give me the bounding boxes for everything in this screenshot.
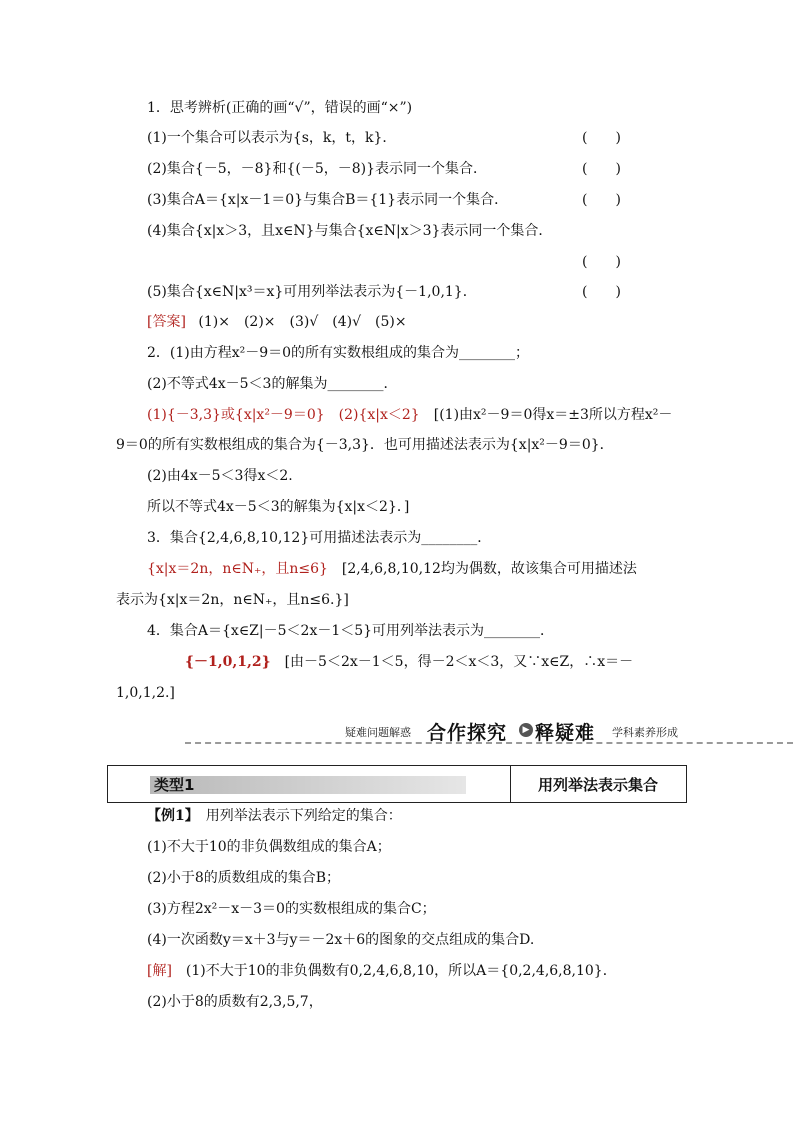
example-tag: 【例1】: [147, 808, 192, 824]
q2-answer-line-4: 所以不等式4x－5＜3的解集为{x|x＜2}．]: [147, 499, 410, 515]
solution-text: (1)不大于10的非负偶数有0,2,4,6,8,10，所以A＝{0,2,4,6,8,10}．: [171, 963, 617, 979]
type-box: [107, 765, 687, 803]
section-strip: [185, 718, 793, 744]
solution-line-2: (2)小于8的质数有2,3,5,7，: [147, 994, 323, 1010]
q1-answer-blank-5: ( ): [582, 284, 621, 300]
strip-title-right: 释疑难: [535, 722, 596, 744]
q1-item-4: (4)集合{x|x＞3，且x∈N}与集合{x∈N|x＞3}表示同一个集合．: [147, 223, 553, 239]
answer-tag: [答案]: [147, 314, 186, 330]
q4-answer-line-2: 1,0,1,2.]: [116, 685, 175, 701]
q2-line-1: 2．(1)由方程x²－9＝0的所有实数根组成的集合为________；: [147, 345, 530, 361]
solution-tag: [解]: [147, 963, 172, 979]
q3-answer-line-1: [147, 559, 637, 579]
strip-bullet-icon: ▶: [519, 723, 533, 737]
type-label-bar: [150, 776, 466, 794]
q2-answer-red: (1){－3,3}或{x|x²－9＝0} (2){x|x＜2}: [147, 407, 420, 423]
type-title: 用列举法表示集合: [537, 776, 658, 794]
type-label: 类型1: [154, 776, 195, 794]
q2-answer-line-2: 9＝0的所有实数根组成的集合为{－3,3}．也可用描述法表示为{x|x²－9＝0}．: [116, 437, 614, 453]
example-item-4: (4)一次函数y＝x＋3与y＝－2x＋6的图象的交点组成的集合D.: [147, 932, 535, 948]
q1-answer-blank-2: ( ): [582, 161, 621, 177]
q1-item-3: (3)集合A＝{x|x－1＝0}与集合B＝{1}表示同一个集合．: [147, 192, 509, 208]
strip-dashed-rule: [185, 742, 793, 744]
strip-right-caption: 学科素养形成: [612, 726, 678, 739]
q1-item-2: (2)集合{－5，－8}和{(－5，－8)}表示同一个集合．: [147, 161, 488, 177]
strip-left-caption: 疑难问题解惑: [345, 726, 411, 739]
strip-title-left: 合作探究: [427, 722, 508, 744]
q1-answer-blank-3: ( ): [582, 192, 621, 208]
example-prompt: 用列举法表示下列给定的集合：: [191, 808, 402, 824]
q2-answer-explain: [(1)由x²－9＝0得x＝±3所以方程x²－: [419, 407, 673, 423]
q2-answer-line-3: (2)由4x－5＜3得x＜2.: [147, 468, 293, 484]
example-prompt-line: [147, 806, 402, 826]
q3-answer-explain: [2,4,6,8,10,12均为偶数，故该集合可用描述法: [327, 561, 637, 577]
q4-answer-explain: [由－5＜2x－1＜5，得－2＜x＜3，又∵x∈Z，∴x＝－: [270, 654, 634, 670]
q1-item-1: (1)一个集合可以表示为{s，k，t，k}．: [147, 130, 397, 146]
q1-title: 1．思考辨析(正确的画“√”，错误的画“×”): [147, 100, 413, 116]
q1-item-5: (5)集合{x∈N|x³＝x}可用列举法表示为{－1,0,1}．: [147, 284, 477, 300]
q3-answer-line-2: 表示为{x|x＝2n，n∈N₊，且n≤6.}]: [116, 592, 349, 608]
q2-answer-line-1: [147, 405, 672, 425]
example-item-3: (3)方程2x²－x－3＝0的实数根组成的集合C；: [147, 901, 436, 917]
q2-line-2: (2)不等式4x－5＜3的解集为________．: [147, 376, 398, 392]
q3-line-1: 3．集合{2,4,6,8,10,12}可用描述法表示为________．: [147, 530, 492, 546]
q4-line-1: 4．集合A＝{x∈Z|－5＜2x－1＜5}可用列举法表示为________．: [147, 623, 555, 639]
q1-answer-blank-4: ( ): [582, 254, 621, 270]
solution-line-1: [147, 961, 617, 981]
q4-answer-red: {－1,0,1,2}: [185, 654, 271, 670]
q3-answer-red: {x|x＝2n，n∈N₊，且n≤6}: [147, 561, 328, 577]
q1-answer-blank-1: ( ): [582, 130, 621, 146]
example-item-2: (2)小于8的质数组成的集合B；: [147, 870, 341, 886]
q1-answer-text: (1)× (2)× (3)√ (4)√ (5)×: [198, 314, 407, 330]
q1-answer: [147, 312, 407, 332]
example-item-1: (1)不大于10的非负偶数组成的集合A；: [147, 839, 391, 855]
q4-answer-line-1: [185, 652, 633, 672]
